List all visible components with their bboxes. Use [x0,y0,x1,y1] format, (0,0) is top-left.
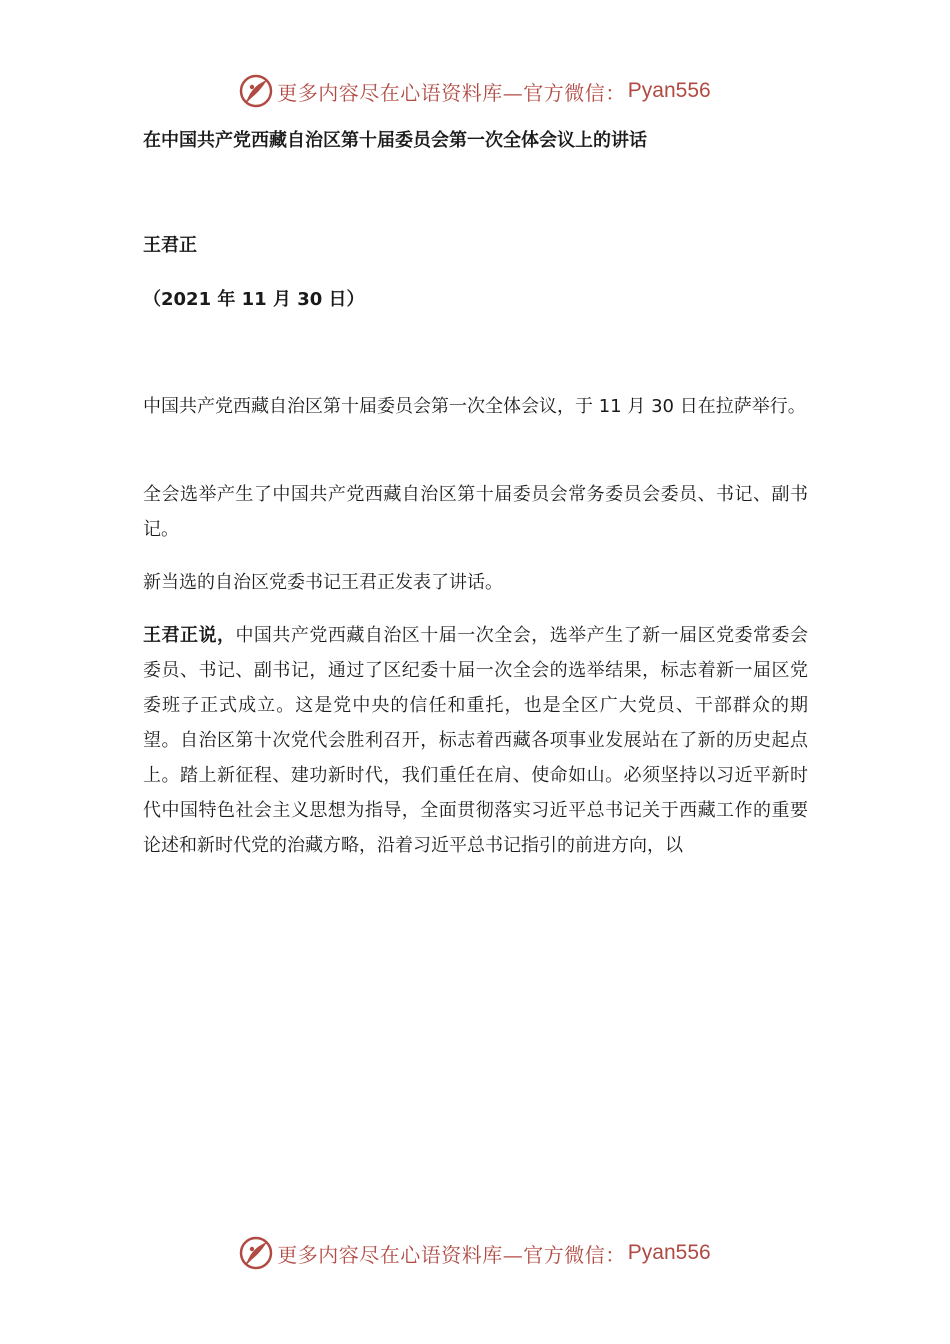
paragraph: 中国共产党西藏自治区第十届委员会第一次全体会议，于 11 月 30 日在拉萨举行。 [143,396,806,417]
author-name: 王君正 [143,235,197,256]
footer-watermark [0,1233,950,1273]
speech-text: 中国共产党西藏自治区十届一次全会，选举产生了新一届区党委常委会委员、书记、副书记，通过了区纪委十届一次全会的选举结果，标志着新一届区党委班子正式成立。这是党中央的信任和重托，也是全区广大党员、干部群众的期望。自治区第十次党代会胜利召开，标志着西藏各项事业发展站在了新的历史起点上。踏上新征程、建功新时代，我们重任在肩、使命如山。必须坚持以习近平新时代中国特色社会主义思想为指导，全面贯彻落实习近平总书记关于西藏工作的重要论述和新时代党的治藏方略，沿着习近平总书记指引的前进方向，以 [143,625,809,856]
quill-logo-icon [239,74,273,108]
speech-paragraph [143,618,808,863]
watermark-wechat-id: Pyan556 [627,1241,711,1264]
header-watermark [0,71,950,111]
speech-lead: 王君正说， [143,625,236,646]
speech-date: （2021 年 11 月 30 日） [143,289,365,310]
quill-logo-icon [239,1236,273,1270]
paragraph: 全会选举产生了中国共产党西藏自治区第十届委员会常务委员会委员、书记、副书记。 [143,484,808,540]
watermark-text: 更多内容尽在心语资料库—官方微信： [277,1242,626,1267]
watermark-text: 更多内容尽在心语资料库—官方微信： [277,80,626,105]
watermark-wechat-id: Pyan556 [627,79,711,102]
document-title: 在中国共产党西藏自治区第十届委员会第一次全体会议上的讲话 [143,130,647,151]
paragraph: 新当选的自治区党委书记王君正发表了讲话。 [143,572,503,593]
